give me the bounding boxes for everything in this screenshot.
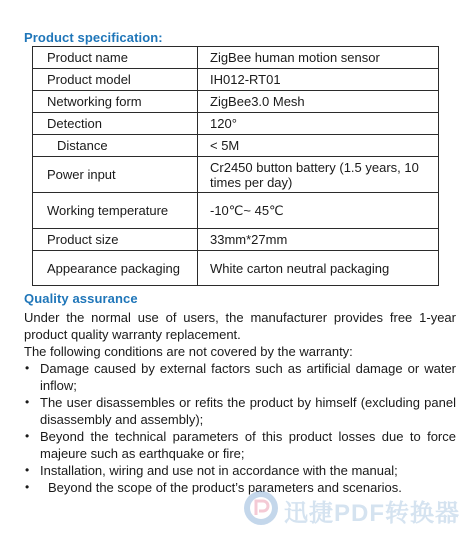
- spec-value: White carton neutral packaging: [198, 251, 439, 286]
- spec-label: Networking form: [33, 91, 198, 113]
- table-row: [33, 229, 439, 251]
- spec-label: Detection: [33, 113, 198, 135]
- list-item: [0, 394, 456, 428]
- spec-value: Cr2450 button battery (1.5 years, 10 times per day): [198, 157, 439, 193]
- bullet-icon: •: [25, 361, 30, 375]
- bullet-icon: •: [25, 480, 30, 494]
- table-row: [33, 135, 439, 157]
- list-item-text: The user disassembles or refits the product by himself (excluding panel disassembly and assembly);: [40, 395, 456, 427]
- bullet-icon: •: [25, 395, 30, 409]
- list-item-text: Beyond the scope of the product’s parameters and scenarios.: [48, 480, 402, 495]
- bullet-icon: •: [25, 463, 30, 477]
- table-row: [33, 251, 439, 286]
- table-row: [33, 193, 439, 229]
- table-row: [33, 69, 439, 91]
- list-item-text: Installation, wiring and use not in accordance with the manual;: [40, 463, 398, 478]
- list-item: [0, 428, 456, 462]
- spec-label: Distance: [33, 135, 198, 157]
- watermark: [242, 489, 472, 529]
- spec-heading: Product specification:: [24, 30, 163, 45]
- warranty-intro: The following conditions are not covered by the warranty:: [24, 344, 353, 359]
- quality-heading: Quality assurance: [24, 291, 138, 306]
- bullet-icon: •: [25, 429, 30, 443]
- table-row: [33, 113, 439, 135]
- spec-value: < 5M: [198, 135, 439, 157]
- pdf-converter-logo-icon: [242, 489, 280, 527]
- spec-value: -10℃~ 45℃: [198, 193, 439, 229]
- exclusion-list: [0, 360, 456, 496]
- spec-value: 120°: [198, 113, 439, 135]
- spec-value: ZigBee human motion sensor: [198, 47, 439, 69]
- spec-value: 33mm*27mm: [198, 229, 439, 251]
- watermark-text: 迅捷PDF转换器: [284, 500, 460, 527]
- spec-label: Working temperature: [33, 193, 198, 229]
- warranty-paragraph: Under the normal use of users, the manufacturer provides free 1-year product quality warranty replacement.: [24, 310, 456, 342]
- list-item: [0, 462, 456, 479]
- spec-value: IH012-RT01: [198, 69, 439, 91]
- table-row: [33, 91, 439, 113]
- spec-value: ZigBee3.0 Mesh: [198, 91, 439, 113]
- spec-label: Power input: [33, 157, 198, 193]
- table-row: [33, 157, 439, 193]
- spec-label: Product name: [33, 47, 198, 69]
- spec-label: Product size: [33, 229, 198, 251]
- spec-label: Appearance packaging: [33, 251, 198, 286]
- list-item-text: Damage caused by external factors such as artificial damage or water inflow;: [40, 361, 456, 393]
- spec-label: Product model: [33, 69, 198, 91]
- spec-table: [32, 46, 439, 286]
- table-row: [33, 47, 439, 69]
- list-item: [0, 360, 456, 394]
- list-item-text: Beyond the technical parameters of this product losses due to force majeure such as earthquake or fire;: [40, 429, 456, 461]
